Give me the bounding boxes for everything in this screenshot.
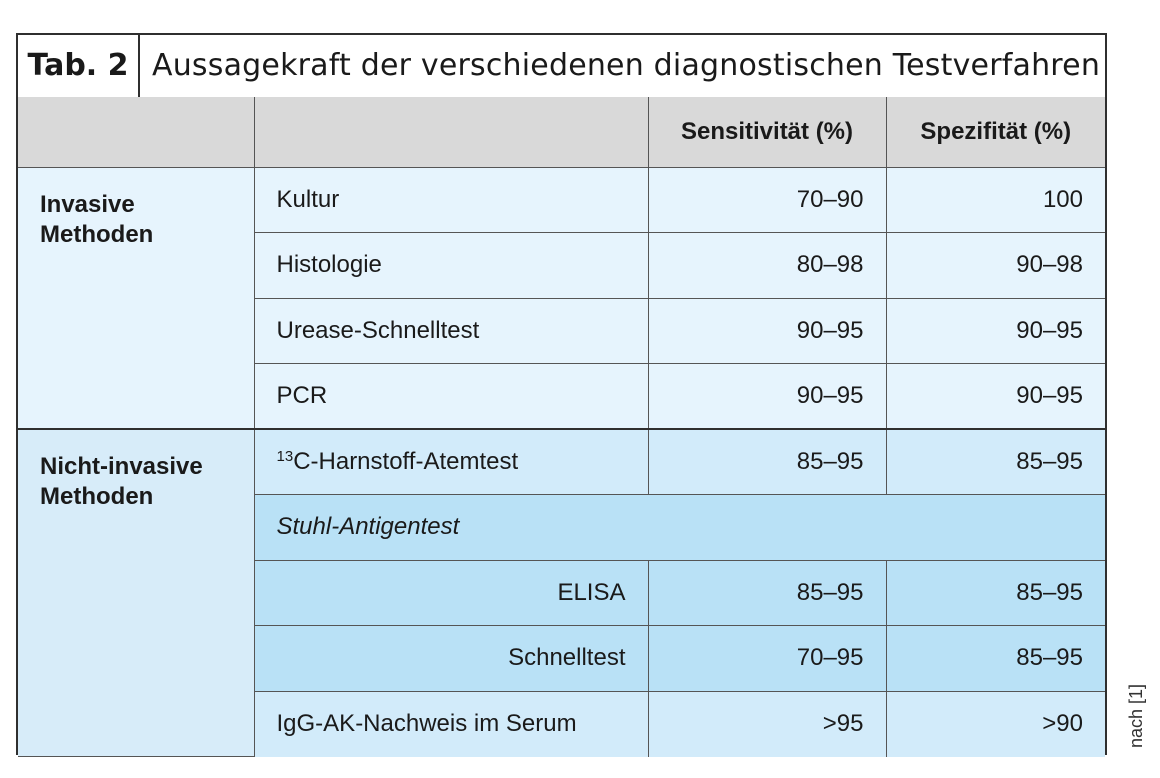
sensitivity-cell: 85–95 [648,560,886,626]
specificity-cell: 85–95 [886,429,1105,495]
table-title-row [18,35,1105,99]
specificity-cell: 85–95 [886,560,1105,626]
group-label-noninvasive: Nicht-invasive Methoden [18,429,254,757]
specificity-cell: 100 [886,167,1105,233]
isotope-superscript: 13 [276,448,294,465]
sensitivity-cell: >95 [648,691,886,757]
method-label: C-Harnstoff-Atemtest [293,448,519,475]
diagnostic-tests-table [18,97,1105,757]
subheading-cell: Stuhl-Antigentest [254,495,1105,561]
method-cell: Schnelltest [254,626,648,692]
header-sensitivity: Sensitivität (%) [648,97,886,167]
header-method-cell [254,97,648,167]
method-cell: PCR [254,364,648,430]
specificity-cell: 90–98 [886,233,1105,299]
sensitivity-cell: 70–90 [648,167,886,233]
method-cell [254,429,648,495]
table-frame [16,33,1107,755]
table-number: Tab. 2 [18,35,140,97]
sensitivity-cell: 90–95 [648,298,886,364]
table-row [18,429,1105,495]
table-title: Aussagekraft der verschiedenen diagnostischen Testverfahren [152,48,1101,83]
header-group-cell [18,97,254,167]
specificity-cell: >90 [886,691,1105,757]
sensitivity-cell: 70–95 [648,626,886,692]
header-specificity: Spezifität (%) [886,97,1105,167]
specificity-cell: 85–95 [886,626,1105,692]
sensitivity-cell: 90–95 [648,364,886,430]
sensitivity-cell: 85–95 [648,429,886,495]
method-cell: ELISA [254,560,648,626]
table-row [18,167,1105,233]
method-cell: IgG-AK-Nachweis im Serum [254,691,648,757]
specificity-cell: 90–95 [886,298,1105,364]
sensitivity-cell: 80–98 [648,233,886,299]
method-cell: Histologie [254,233,648,299]
group-label-invasive: Invasive Methoden [18,167,254,429]
method-cell: Urease-Schnelltest [254,298,648,364]
source-note: nach [1] [1126,683,1146,748]
header-row [18,97,1105,167]
specificity-cell: 90–95 [886,364,1105,430]
method-cell: Kultur [254,167,648,233]
